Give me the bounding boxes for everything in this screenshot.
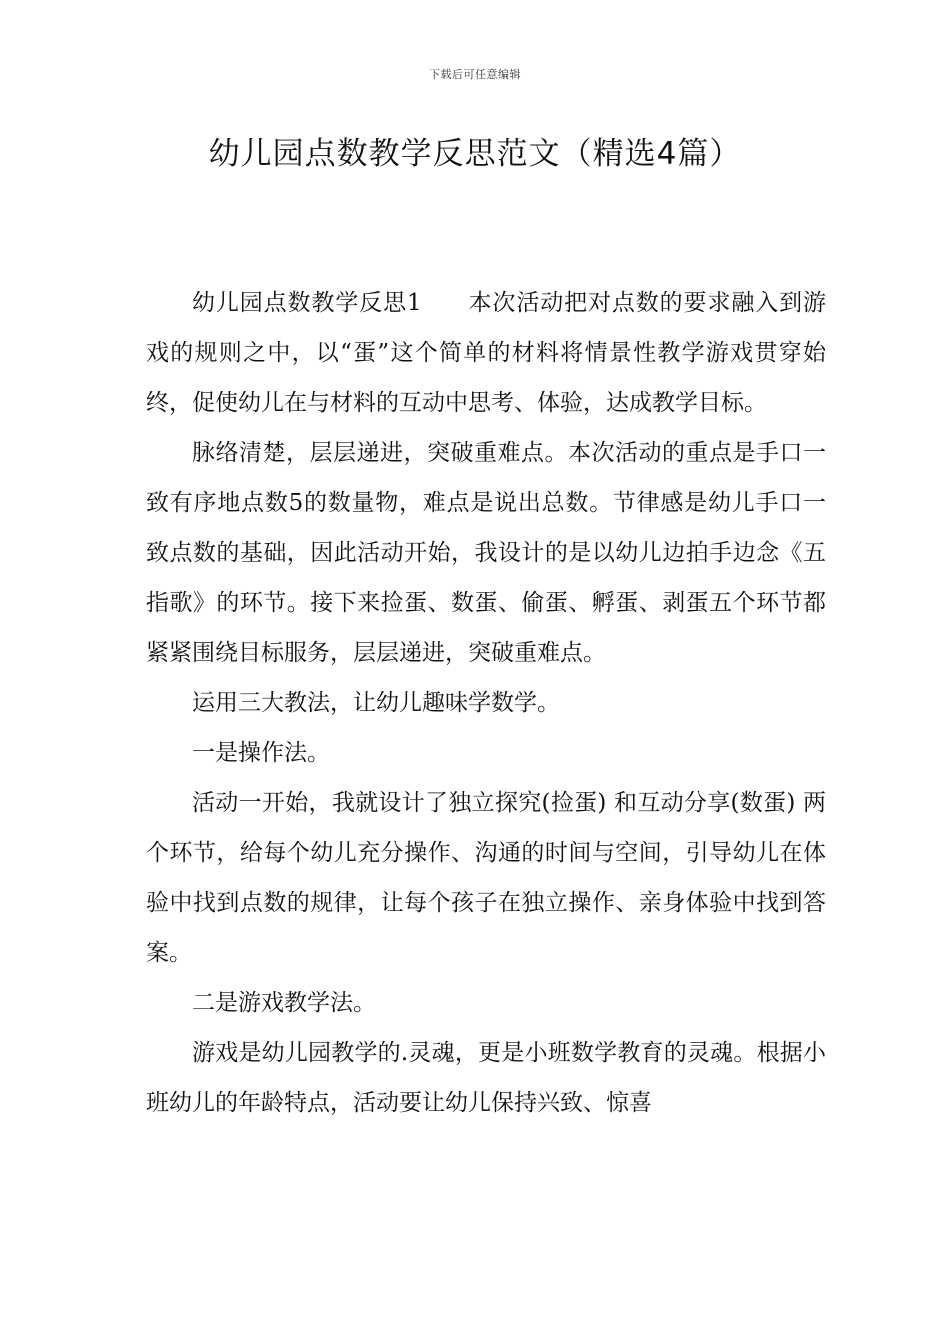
paragraph-5: 活动一开始，我就设计了独立探究(捡蛋) 和互动分享(数蛋) 两个环节，给每个幼儿充分操作、沟通的时间与空间，引导幼儿在体验中找到点数的规律，让每个孩子在独立操作、亲身体验中找到答案。	[146, 790, 826, 966]
paragraph-6: 二是游戏教学法。	[192, 990, 376, 1016]
paragraph-4: 一是操作法。	[192, 740, 330, 766]
header-note: 下载后可任意编辑	[429, 68, 521, 81]
paragraph-1-text: 本次活动把对点数的要求融入到游戏的规则之中，以“蛋”这个简单的材料将情景性教学游戏贯穿始终，促使幼儿在与材料的互动中思考、体验，达成教学目标。	[146, 290, 827, 416]
section-heading: 幼儿园点数教学反思1	[192, 290, 422, 316]
paragraph-3: 运用三大教法，让幼儿趣味学数学。	[192, 690, 560, 716]
paragraph-7: 游戏是幼儿园教学的.灵魂，更是小班数学教育的灵魂。根据小班幼儿的年龄特点，活动要让幼儿保持兴致、惊喜	[146, 1040, 826, 1116]
document-body	[146, 278, 826, 1128]
document-title: 幼儿园点数教学反思范文（精选4篇）	[208, 136, 742, 172]
paragraph-2: 脉络清楚，层层递进，突破重难点。本次活动的重点是手口一致有序地点数5的数量物，难点是说出总数。节律感是幼儿手口一致点数的基础，因此活动开始，我设计的是以幼儿边拍手边念《五指歌》的环节。接下来捡蛋、数蛋、偷蛋、孵蛋、剥蛋五个环节都紧紧围绕目标服务，层层递进，突破重难点。	[146, 440, 826, 666]
paragraph-1	[146, 278, 826, 428]
